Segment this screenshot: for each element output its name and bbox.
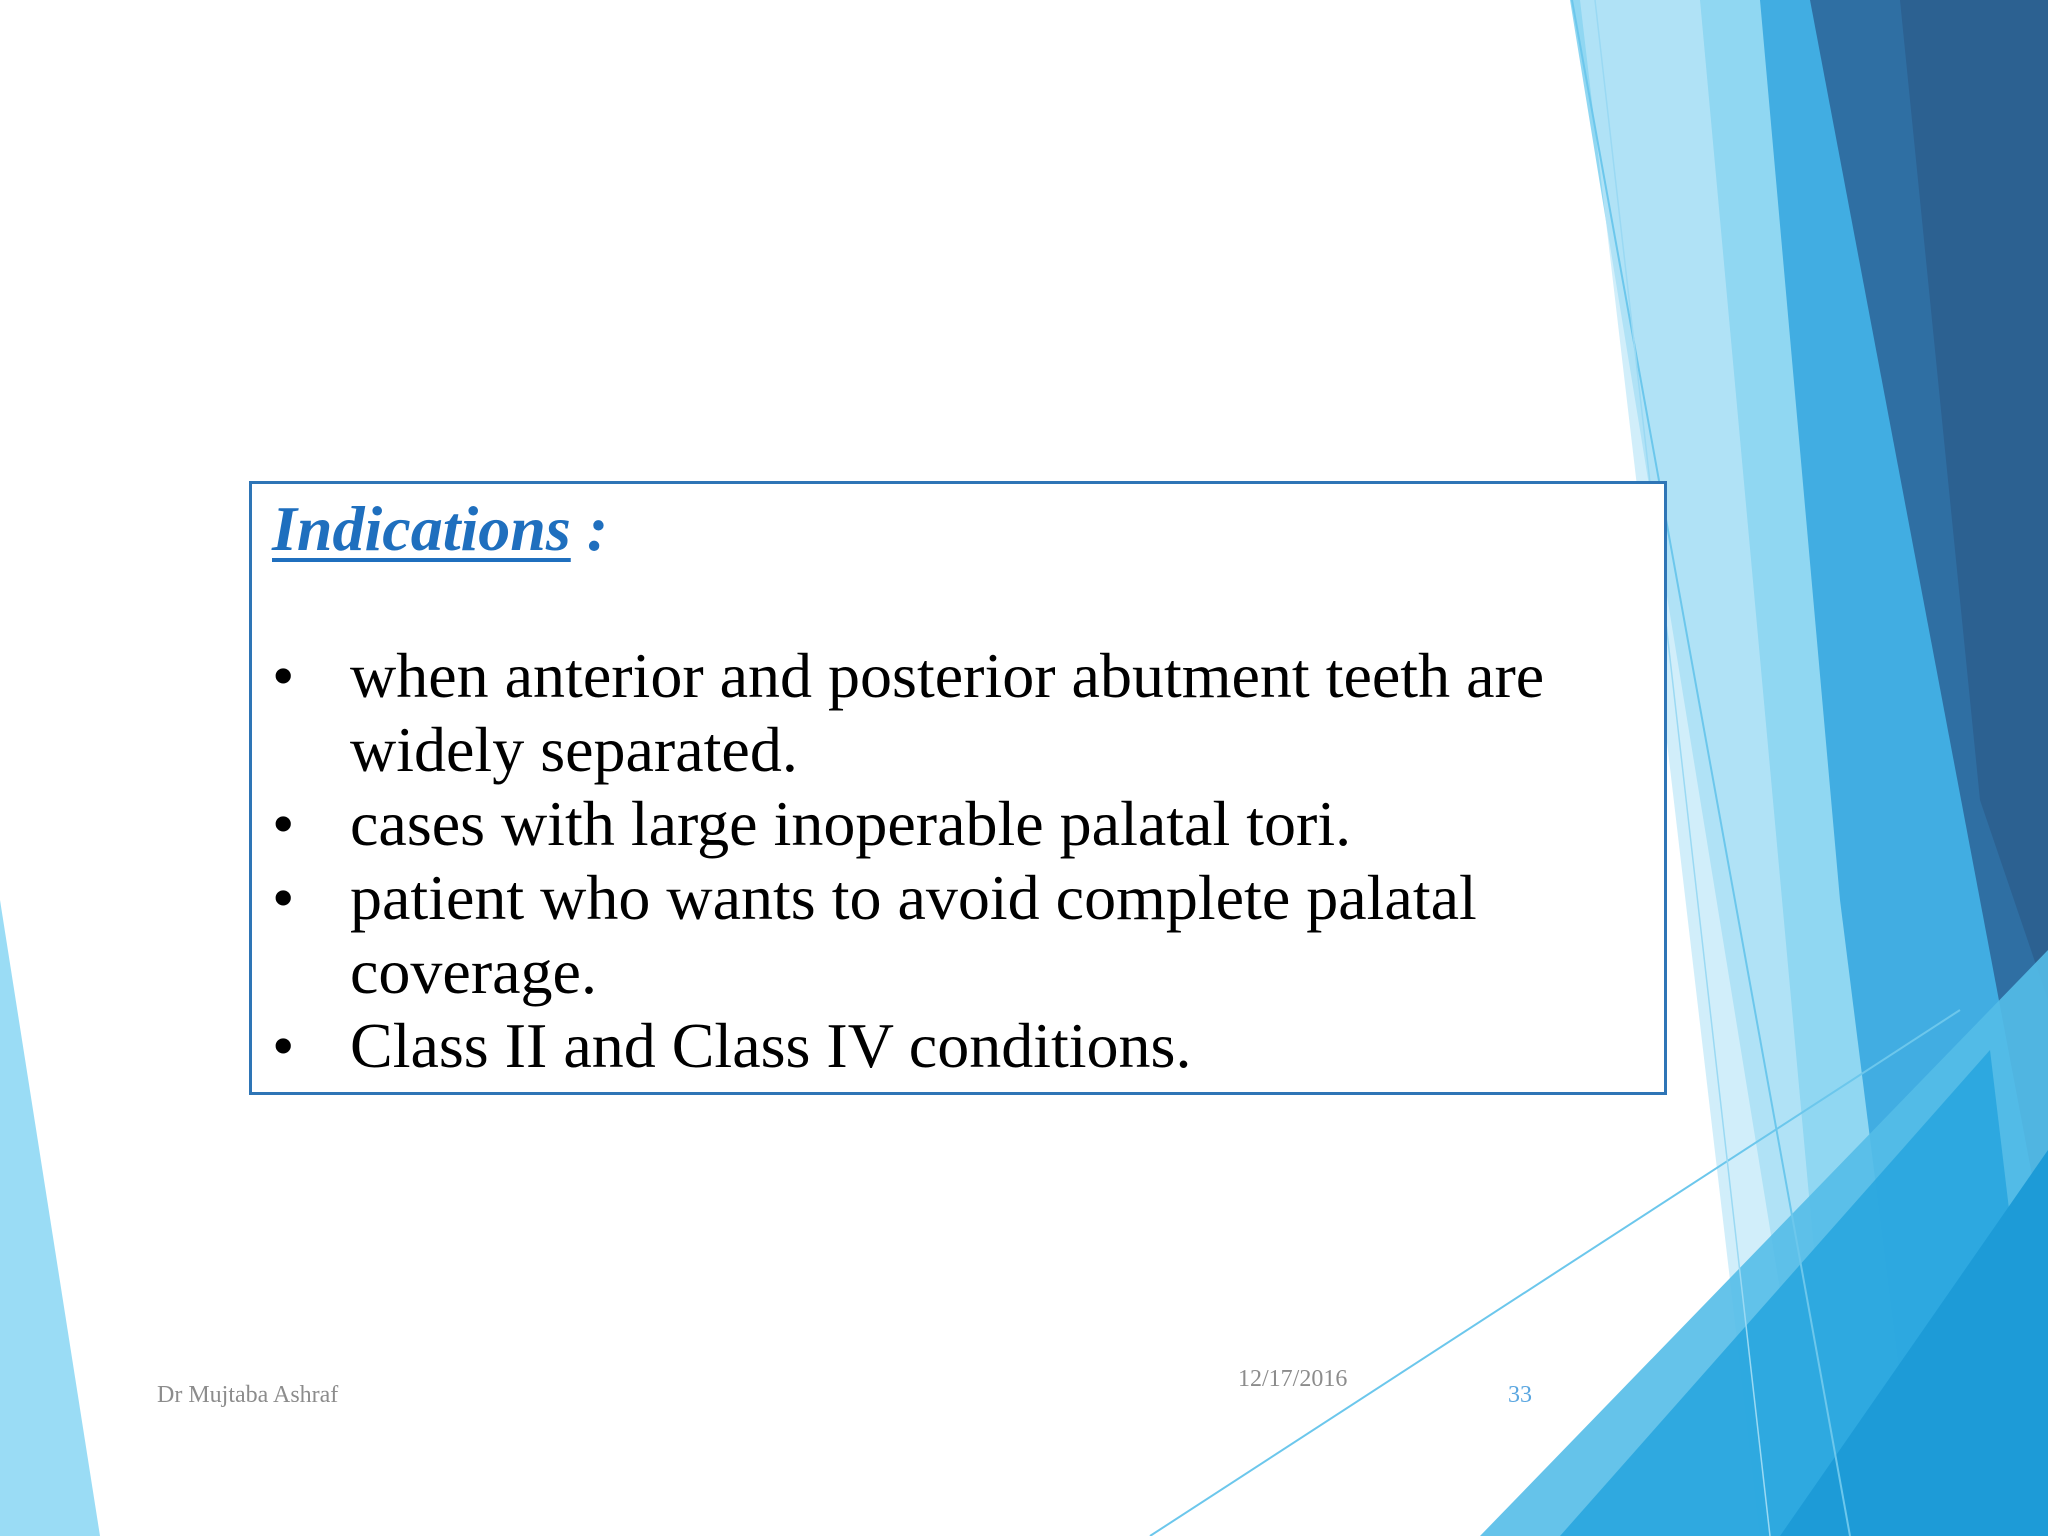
bullet-icon: • bbox=[272, 640, 295, 711]
list-item-text: when anterior and posterior abutment teeth are widely separated. bbox=[350, 640, 1545, 785]
left-wedge-shape bbox=[0, 900, 100, 1536]
list-item bbox=[272, 639, 1652, 787]
heading-suffix: : bbox=[570, 493, 609, 564]
indications-heading bbox=[272, 492, 608, 566]
list-item-text: cases with large inoperable palatal tori. bbox=[350, 788, 1352, 859]
footer-author: Dr Mujtaba Ashraf bbox=[157, 1382, 339, 1408]
list-item-text: patient who wants to avoid complete palatal coverage. bbox=[350, 862, 1477, 1007]
bullet-icon: • bbox=[272, 788, 295, 859]
bullet-icon: • bbox=[272, 862, 295, 933]
footer-date: 12/17/2016 bbox=[1238, 1366, 1348, 1392]
bullet-icon: • bbox=[272, 1010, 295, 1081]
indications-list bbox=[272, 639, 1652, 1083]
list-item bbox=[272, 861, 1652, 1009]
slide-number: 33 bbox=[1508, 1382, 1532, 1408]
indications-box bbox=[249, 481, 1667, 1095]
heading-text: Indications bbox=[272, 493, 571, 564]
list-item bbox=[272, 787, 1652, 861]
list-item-text: Class II and Class IV conditions. bbox=[350, 1010, 1192, 1081]
list-item bbox=[272, 1009, 1652, 1083]
